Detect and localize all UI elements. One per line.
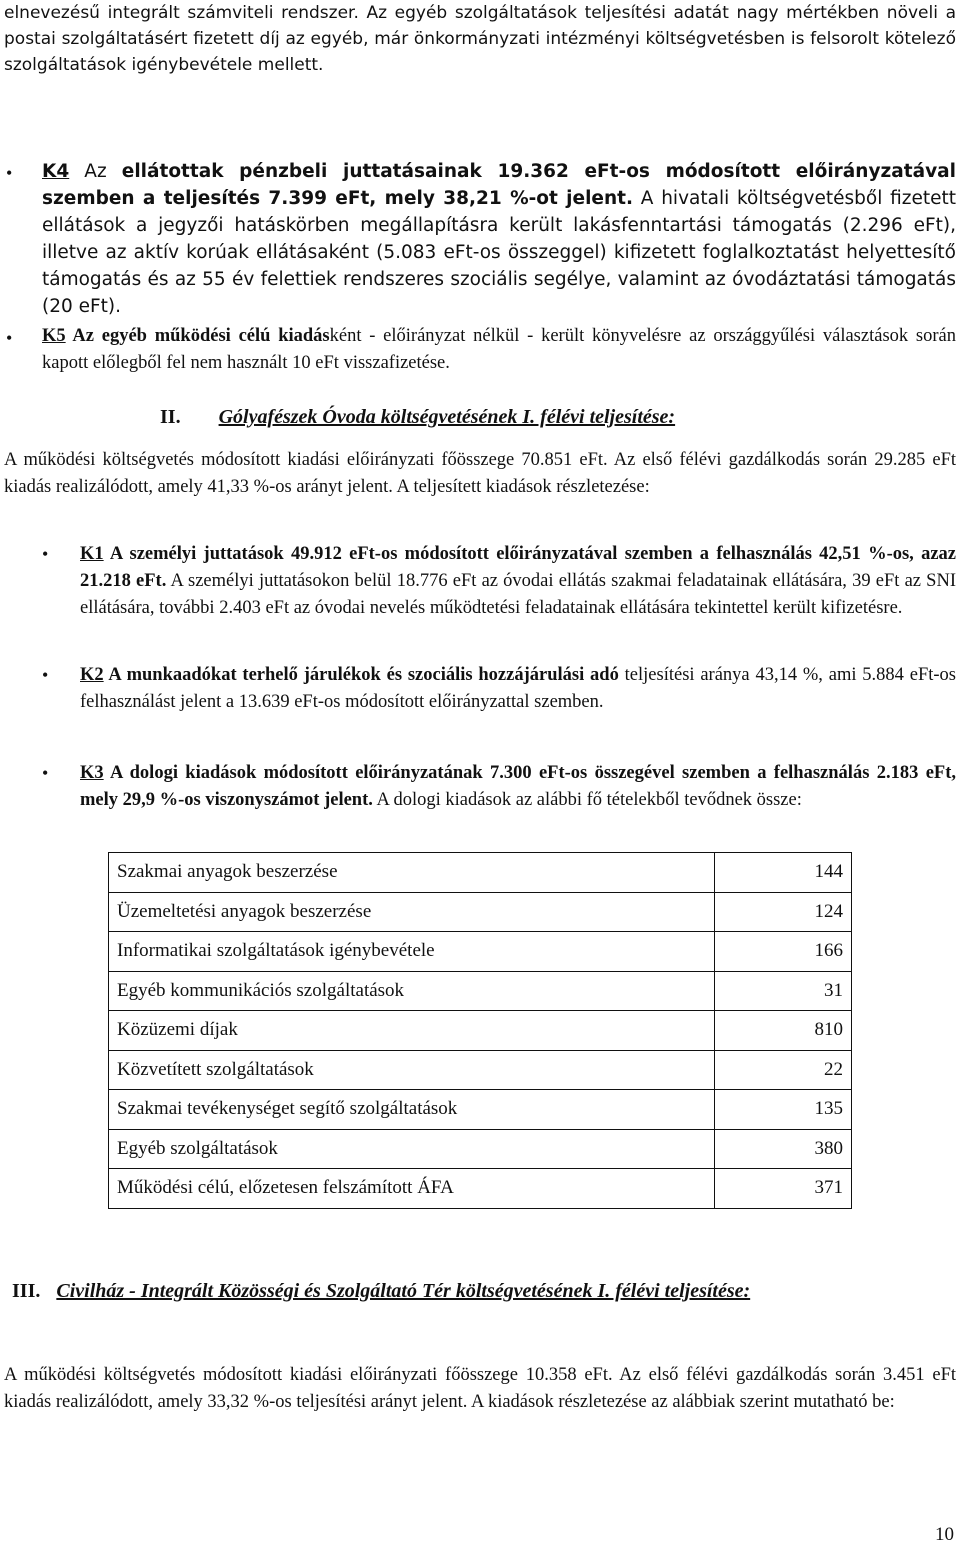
bullet-icon: • bbox=[42, 763, 49, 783]
bullet-icon: • bbox=[6, 163, 13, 183]
section-3-number: III. bbox=[12, 1280, 41, 1302]
expense-label: Üzemeltetési anyagok beszerzése bbox=[109, 892, 715, 932]
k3-paragraph bbox=[80, 760, 956, 814]
table-row bbox=[109, 892, 852, 932]
expense-label: Egyéb szolgáltatások bbox=[109, 1129, 715, 1169]
k2-bold: A munkaadókat terhelő járulékok és szociális hozzájárulási adó bbox=[103, 665, 619, 685]
k5-paragraph bbox=[42, 323, 956, 377]
k1-bold: A személyi juttatások 49.912 eFt-os módosított előirányzatával szemben a felhasználás 42,51 %-os, azaz 21.218 eFt. bbox=[80, 544, 956, 591]
bullet-icon: • bbox=[42, 544, 49, 564]
expense-label: Informatikai szolgáltatások igénybevétele bbox=[109, 932, 715, 972]
expense-label: Szakmai tevékenységet segítő szolgáltatások bbox=[109, 1090, 715, 1130]
k4-code: K4 bbox=[42, 161, 70, 182]
expense-value: 22 bbox=[715, 1050, 852, 1090]
section-2-title: Gólyafészek Óvoda költségvetésének I. félévi teljesítése: bbox=[218, 406, 676, 428]
section-2-intro: A működési költségvetés módosított kiadási előirányzati főösszege 70.851 eFt. Az első félévi gazdálkodás során 29.285 eFt kiadás realizálódott, amely 41,33 %-os arányt jelent. A teljesített kiadások részletezése: bbox=[4, 450, 956, 497]
k2-code: K2 bbox=[80, 665, 104, 685]
expense-label: Szakmai anyagok beszerzése bbox=[109, 853, 715, 893]
section-3-title: Civilház - Integrált Közösségi és Szolgáltató Tér költségvetésének I. félévi teljesítése: bbox=[56, 1280, 751, 1302]
table-row bbox=[109, 1050, 852, 1090]
expense-value: 371 bbox=[715, 1169, 852, 1209]
k5-bold: Az egyéb működési célú kiadás bbox=[65, 326, 330, 346]
expense-value: 144 bbox=[715, 853, 852, 893]
k1-paragraph bbox=[80, 541, 956, 622]
expense-label: Egyéb kommunikációs szolgáltatások bbox=[109, 971, 715, 1011]
table-row bbox=[109, 1011, 852, 1051]
k3-code: K3 bbox=[80, 763, 104, 783]
table-row bbox=[109, 1169, 852, 1209]
k4-lead: Az bbox=[69, 161, 122, 182]
expense-value: 135 bbox=[715, 1090, 852, 1130]
section-2-number: II. bbox=[160, 406, 181, 428]
expense-label: Közvetített szolgáltatások bbox=[109, 1050, 715, 1090]
bullet-icon: • bbox=[42, 665, 49, 685]
section-3-intro: A működési költségvetés módosított kiadási előirányzati főösszege 10.358 eFt. Az első félévi gazdálkodás során 3.451 eFt kiadás realizálódott, amely 33,32 %-os teljesítési arányt jelent. A kiadások részletezése az alábbiak szerint mutatható be: bbox=[4, 1365, 956, 1412]
intro-paragraph: elnevezésű integrált számviteli rendszer. Az egyéb szolgáltatások teljesítési adatát nagy mértékben növeli a postai szolgáltatásért fizetett díj az egyéb, már önkormányzati intézményi költségvetésben is felsorolt kötelező szolgáltatások igénybevétele mellett. bbox=[4, 3, 956, 75]
expense-label: Működési célú, előzetesen felszámított ÁFA bbox=[109, 1169, 715, 1209]
table-row bbox=[109, 853, 852, 893]
k5-code: K5 bbox=[42, 326, 66, 346]
table-row bbox=[109, 1090, 852, 1130]
k4-rest: A hivatali költségvetésből fizetett ellátások a jegyzői hatáskörben megállapításra került lakásfenntartási támogatás (2.296 eFt), illetve az aktív korúak ellátásaként (5.083 eFt-os összeggel) kifizetett foglalkoztatást helyettesítő támogatás és az 55 év felettiek rendszeres szociális segélye, valamint az óvodáztatási támogatás (20 eFt). bbox=[42, 188, 956, 317]
expense-value: 31 bbox=[715, 971, 852, 1011]
table-row bbox=[109, 971, 852, 1011]
section-2-heading bbox=[160, 403, 675, 431]
k5-rest: ként - előirányzat nélkül - került könyvelésre az országgyűlési választások során kapott előlegből fel nem használt 10 eFt visszafizetése. bbox=[42, 326, 956, 373]
expense-value: 124 bbox=[715, 892, 852, 932]
k3-rest: A dologi kiadások az alábbi fő tételekből tevődnek össze: bbox=[372, 790, 802, 810]
k1-code: K1 bbox=[80, 544, 104, 564]
bullet-icon: • bbox=[6, 328, 13, 348]
table-row bbox=[109, 1129, 852, 1169]
k4-bold: ellátottak pénzbeli juttatásainak 19.362 eFt-os módosított előirányzatával szemben a teljesítés 7.399 eFt, mely 38,21 %-ot jelent. bbox=[42, 161, 956, 209]
expense-value: 166 bbox=[715, 932, 852, 972]
material-expenses-table bbox=[108, 852, 852, 1209]
k4-paragraph bbox=[42, 158, 956, 320]
table-row bbox=[109, 932, 852, 972]
k2-rest: teljesítési aránya 43,14 %, ami 5.884 eFt-os felhasználást jelent a 13.639 eFt-os módosított előirányzattal szemben. bbox=[80, 665, 956, 712]
page-number: 10 bbox=[935, 1524, 954, 1545]
expense-value: 810 bbox=[715, 1011, 852, 1051]
k2-paragraph bbox=[80, 662, 956, 716]
section-3-heading bbox=[12, 1277, 750, 1305]
k1-rest: A személyi juttatásokon belül 18.776 eFt az óvodai ellátás szakmai feladatainak ellátására, 39 eFt az SNI ellátására, további 2.403 eFt az óvodai nevelés működtetési feladatainak ellátására tekintettel került kifizetésre. bbox=[80, 571, 956, 618]
k3-bold: A dologi kiadások módosított előirányzatának 7.300 eFt-os összegével szemben a felhasználás 2.183 eFt, mely 29,9 %-os viszonyszámot jelent. bbox=[80, 763, 956, 810]
expense-value: 380 bbox=[715, 1129, 852, 1169]
expense-label: Közüzemi díjak bbox=[109, 1011, 715, 1051]
